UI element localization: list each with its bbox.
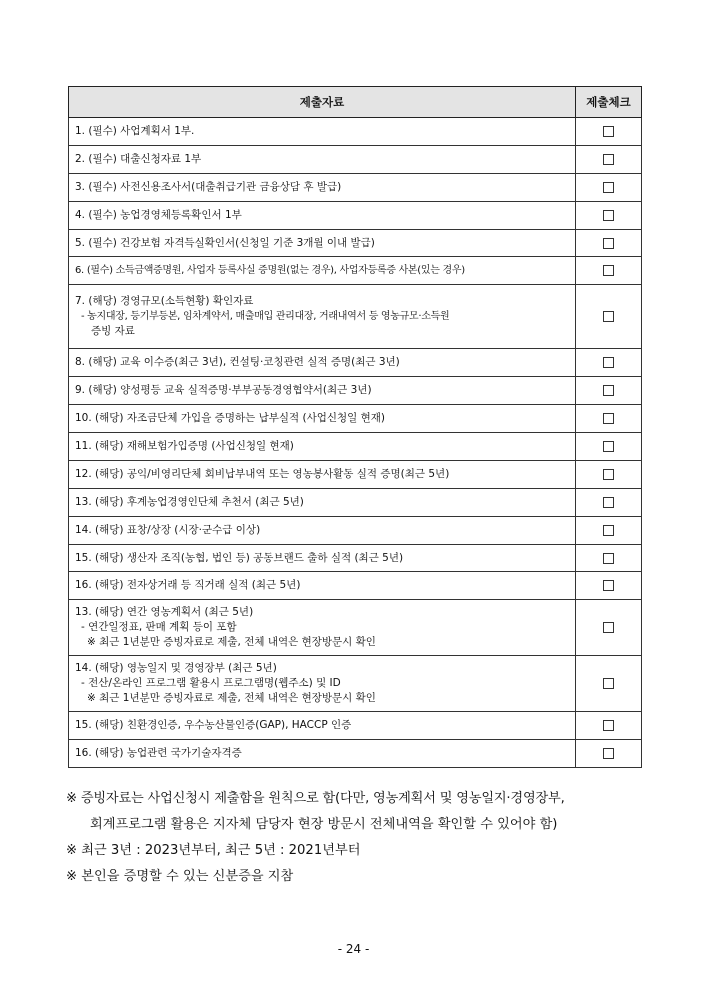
document-title: 10. (해당) 자조금단체 가입을 증명하는 납부실적 (사업신청일 현재) xyxy=(75,412,386,425)
checkbox-icon[interactable] xyxy=(603,126,614,137)
document-cell xyxy=(69,285,576,349)
check-cell[interactable] xyxy=(576,433,642,461)
table-row xyxy=(69,173,642,201)
document-note: ※ 최근 1년분만 증빙자료로 제출, 전체 내역은 현장방문시 확인 xyxy=(87,692,376,705)
document-title: 16. (해당) 농업관련 국가기술자격증 xyxy=(75,747,242,760)
document-cell xyxy=(69,257,576,285)
checkbox-icon[interactable] xyxy=(603,154,614,165)
check-cell[interactable] xyxy=(576,173,642,201)
table-row xyxy=(69,712,642,740)
table-row xyxy=(69,572,642,600)
checkbox-icon[interactable] xyxy=(603,469,614,480)
header-document: 제출자료 xyxy=(69,87,576,118)
table-row xyxy=(69,285,642,349)
check-cell[interactable] xyxy=(576,572,642,600)
checkbox-icon[interactable] xyxy=(603,182,614,193)
document-title: 11. (해당) 재해보험가입증명 (사업신청일 현재) xyxy=(75,439,294,452)
checkbox-icon[interactable] xyxy=(603,441,614,452)
footnote: ※ 최근 3년 : 2023년부터, 최근 5년 : 2021년부터 xyxy=(66,843,361,858)
document-note: ※ 최근 1년분만 증빙자료로 제출, 전체 내역은 현장방문시 확인 xyxy=(87,636,376,649)
document-title: 9. (해당) 양성평등 교육 실적증명·부부공동경영협약서(최근 3년) xyxy=(75,384,372,397)
document-cell xyxy=(69,173,576,201)
check-cell[interactable] xyxy=(576,460,642,488)
table-row xyxy=(69,544,642,572)
check-cell[interactable] xyxy=(576,118,642,146)
document-cell xyxy=(69,433,576,461)
check-cell[interactable] xyxy=(576,349,642,377)
check-cell[interactable] xyxy=(576,600,642,656)
footnote: ※ 증빙자료는 사업신청시 제출함을 원칙으로 함(다만, 영농계획서 및 영농일지·경영장부, xyxy=(66,791,565,806)
checkbox-icon[interactable] xyxy=(603,622,614,633)
checkbox-icon[interactable] xyxy=(603,413,614,424)
document-title: 16. (해당) 전자상거래 등 직거래 실적 (최근 5년) xyxy=(75,579,301,592)
check-cell[interactable] xyxy=(576,740,642,768)
check-cell[interactable] xyxy=(576,516,642,544)
table-row xyxy=(69,433,642,461)
checkbox-icon[interactable] xyxy=(603,720,614,731)
table-header-row xyxy=(69,87,642,118)
document-title: 13. (해당) 연간 영농계획서 (최근 5년) xyxy=(75,606,254,619)
checkbox-icon[interactable] xyxy=(603,385,614,396)
table-row xyxy=(69,600,642,656)
check-cell[interactable] xyxy=(576,405,642,433)
document-cell xyxy=(69,740,576,768)
checkbox-icon[interactable] xyxy=(603,265,614,276)
check-cell[interactable] xyxy=(576,377,642,405)
document-title: 12. (해당) 공익/비영리단체 회비납부내역 또는 영농봉사활동 실적 증명(최근 5년) xyxy=(75,467,450,480)
submission-checklist-table xyxy=(68,86,642,768)
table-row xyxy=(69,201,642,229)
document-detail: - 연간일정표, 판매 계획 등이 포함 xyxy=(81,621,237,634)
checkbox-icon[interactable] xyxy=(603,678,614,689)
table-row xyxy=(69,740,642,768)
footnote: ※ 본인을 증명할 수 있는 신분증을 지참 xyxy=(66,869,294,884)
document-cell xyxy=(69,145,576,173)
table-row xyxy=(69,377,642,405)
check-cell[interactable] xyxy=(576,712,642,740)
table-row xyxy=(69,349,642,377)
document-cell xyxy=(69,349,576,377)
footnote-continuation: 회계프로그램 활용은 지자체 담당자 현장 방문시 전체내역을 확인할 수 있어야 함) xyxy=(90,817,558,832)
document-title: 6. (필수) 소득금액증명원, 사업자 등록사실 증명원(없는 경우), 사업자등록증 사본(있는 경우) xyxy=(75,265,465,277)
check-cell[interactable] xyxy=(576,201,642,229)
table-row xyxy=(69,229,642,257)
document-title: 14. (해당) 표창/상장 (시장·군수급 이상) xyxy=(75,523,261,536)
checkbox-icon[interactable] xyxy=(603,497,614,508)
document-cell xyxy=(69,229,576,257)
document-cell xyxy=(69,460,576,488)
table-row xyxy=(69,656,642,712)
document-title: 5. (필수) 건강보험 자격득실확인서(신청일 기준 3개월 이내 발급) xyxy=(75,236,375,249)
check-cell[interactable] xyxy=(576,285,642,349)
check-cell[interactable] xyxy=(576,544,642,572)
check-cell[interactable] xyxy=(576,488,642,516)
table-row xyxy=(69,118,642,146)
document-cell xyxy=(69,516,576,544)
document-cell xyxy=(69,544,576,572)
document-title: 2. (필수) 대출신청자료 1부 xyxy=(75,152,202,165)
document-title: 14. (해당) 영농일지 및 경영장부 (최근 5년) xyxy=(75,662,277,675)
document-title: 1. (필수) 사업계획서 1부. xyxy=(75,124,195,137)
checkbox-icon[interactable] xyxy=(603,580,614,591)
document-title: 15. (해당) 생산자 조직(농협, 법인 등) 공동브랜드 출하 실적 (최근 5년) xyxy=(75,551,404,564)
checkbox-icon[interactable] xyxy=(603,553,614,564)
document-title: 15. (해당) 친환경인증, 우수농산물인증(GAP), HACCP 인증 xyxy=(75,719,352,732)
check-cell[interactable] xyxy=(576,257,642,285)
document-cell xyxy=(69,118,576,146)
document-cell xyxy=(69,488,576,516)
footnotes xyxy=(66,786,656,890)
table-row xyxy=(69,257,642,285)
checkbox-icon[interactable] xyxy=(603,238,614,249)
document-cell xyxy=(69,377,576,405)
table-row xyxy=(69,405,642,433)
document-cell xyxy=(69,656,576,712)
checkbox-icon[interactable] xyxy=(603,748,614,759)
checkbox-icon[interactable] xyxy=(603,210,614,221)
document-title: 7. (해당) 경영규모(소득현황) 확인자료 xyxy=(75,295,254,308)
page-number: - 24 - xyxy=(337,942,370,956)
document-title: 13. (해당) 후계농업경영인단체 추천서 (최근 5년) xyxy=(75,495,304,508)
table-row xyxy=(69,460,642,488)
document-title: 8. (해당) 교육 이수증(최근 3년), 컨설팅·코칭관련 실적 증명(최근 3년) xyxy=(75,356,400,369)
table-row xyxy=(69,145,642,173)
check-cell[interactable] xyxy=(576,656,642,712)
document-detail: - 전산/온라인 프로그램 활용시 프로그램명(웹주소) 및 ID xyxy=(81,677,341,690)
document-cell xyxy=(69,712,576,740)
table-row xyxy=(69,516,642,544)
document-detail: 증빙 자료 xyxy=(91,325,135,338)
check-cell[interactable] xyxy=(576,145,642,173)
checkbox-icon[interactable] xyxy=(603,525,614,536)
checkbox-icon[interactable] xyxy=(603,357,614,368)
check-cell[interactable] xyxy=(576,229,642,257)
table-row xyxy=(69,488,642,516)
header-check: 제출체크 xyxy=(576,87,642,118)
checkbox-icon[interactable] xyxy=(603,311,614,322)
document-detail: - 농지대장, 등기부등본, 임차계약서, 매출매입 관리대장, 거래내역서 등 영농규모·소득원 xyxy=(81,311,450,323)
document-title: 3. (필수) 사전신용조사서(대출취급기관 금융상담 후 발급) xyxy=(75,180,342,193)
document-cell xyxy=(69,405,576,433)
document-cell xyxy=(69,600,576,656)
document-cell xyxy=(69,572,576,600)
document-title: 4. (필수) 농업경영체등록확인서 1부 xyxy=(75,208,242,221)
document-cell xyxy=(69,201,576,229)
